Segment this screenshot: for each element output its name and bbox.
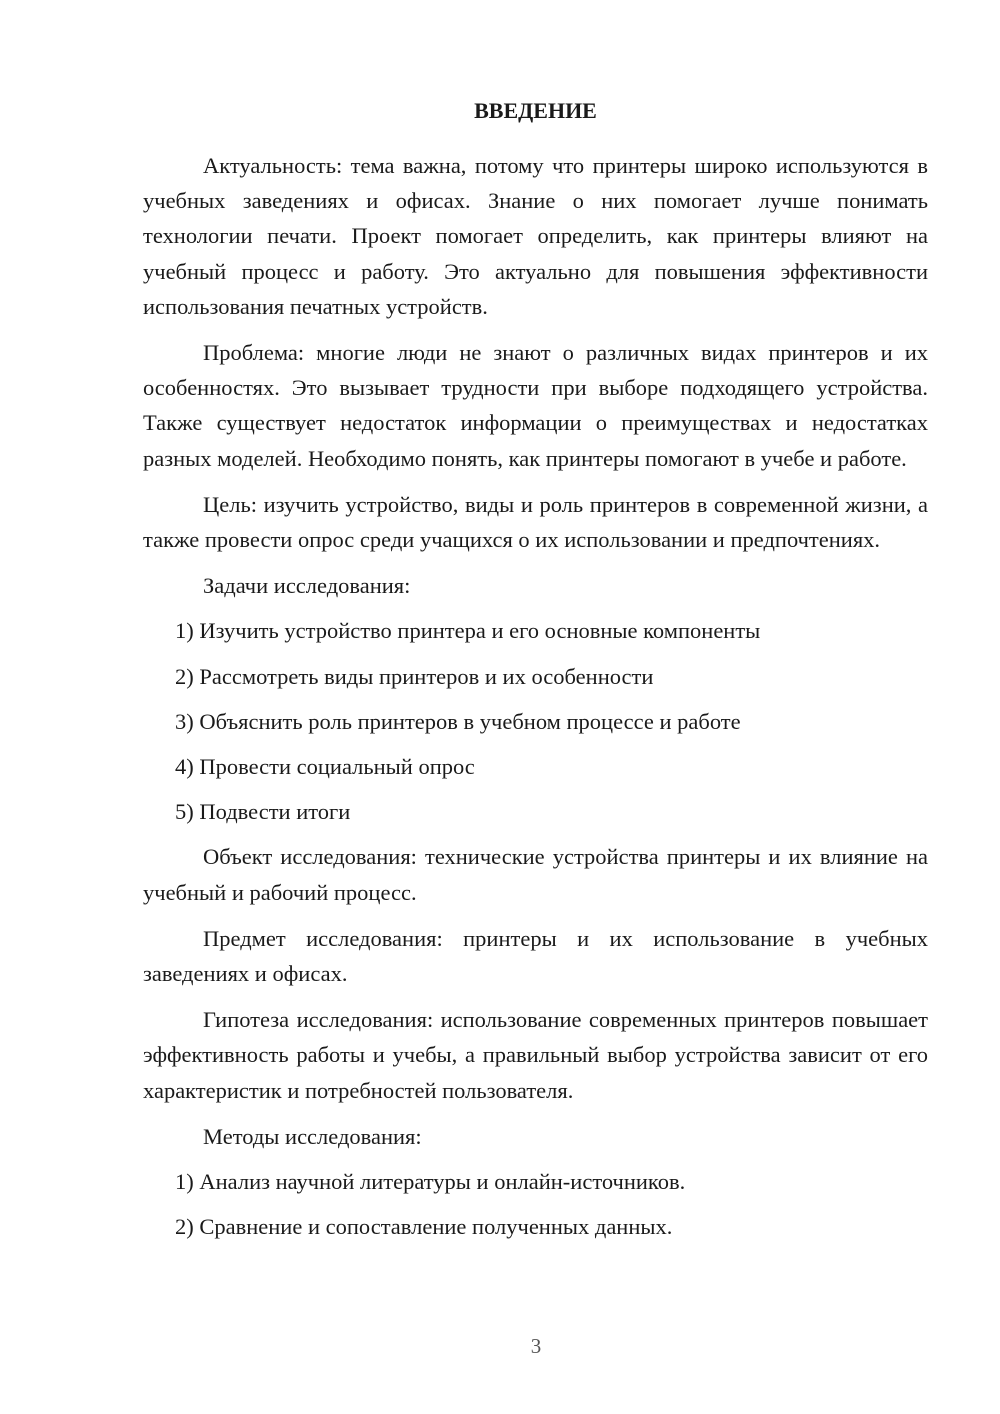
- list-item: 2) Сравнение и сопоставление полученных данных.: [175, 1214, 673, 1240]
- list-item: 1) Изучить устройство принтера и его основные компоненты: [175, 618, 761, 644]
- methods-list: [143, 1164, 928, 1244]
- list-item: 1) Анализ научной литературы и онлайн-источников.: [175, 1169, 686, 1195]
- list-item: 5) Подвести итоги: [175, 799, 351, 825]
- paragraph-problem: Проблема: многие люди не знают о различных видах принтеров и их особенностях. Это вызывает трудности при выборе подходящего устройства. Также существует недостаток информации о преимуществах и недостатках разных моделей. Необходимо понять, как принтеры помогают в учебе и работе.: [143, 340, 928, 471]
- page-content: [143, 94, 928, 1254]
- tasks-list: [143, 613, 928, 829]
- page-number: 3: [530, 1334, 542, 1358]
- tasks-label: Задачи исследования:: [203, 573, 411, 599]
- paragraph-subject: Предмет исследования: принтеры и их использование в учебных заведениях и офисах.: [143, 925, 928, 987]
- section-title: ВВЕДЕНИЕ: [474, 98, 597, 123]
- paragraph-object: Объект исследования: технические устройства принтеры и их влияние на учебный и рабочий процесс.: [143, 844, 928, 905]
- list-item: 2) Рассмотреть виды принтеров и их особенности: [175, 663, 654, 689]
- list-item: 3) Объяснить роль принтеров в учебном процессе и работе: [175, 708, 741, 734]
- paragraph-goal: Цель: изучить устройство, виды и роль принтеров в современной жизни, а также провести опрос среди учащихся о их использовании и предпочтениях.: [143, 491, 928, 553]
- methods-label: Методы исследования:: [203, 1123, 422, 1149]
- paragraph-relevance: Актуальность: тема важна, потому что принтеры широко используются в учебных заведениях и офисах. Знание о них помогает лучше понимать технологии печати. Проект помогает определить, как принтеры влияют на учебный процесс и работу. Это актуально для повышения эффективности использования печатных устройств.: [143, 153, 928, 319]
- list-item: 4) Провести социальный опрос: [175, 754, 475, 780]
- paragraph-hypothesis: Гипотеза исследования: использование современных принтеров повышает эффективность работы и учебы, а правильный выбор устройства зависит от его характеристик и потребностей пользователя.: [143, 1007, 928, 1103]
